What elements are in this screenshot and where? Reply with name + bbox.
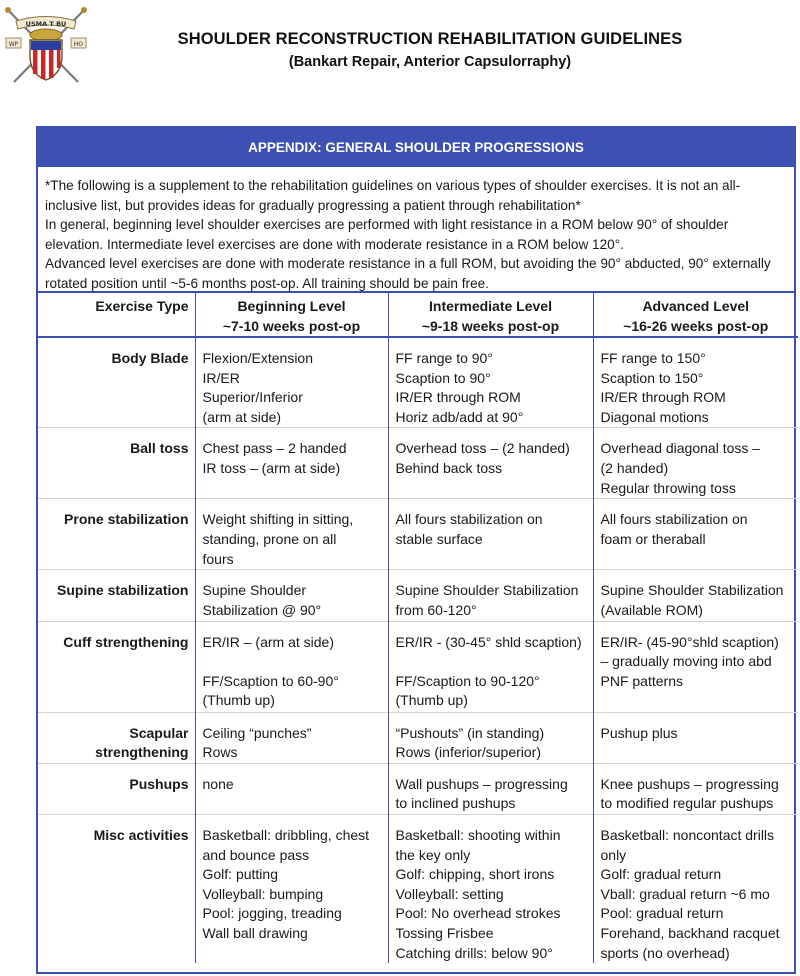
column-header-advanced — [593, 293, 798, 337]
appendix-heading: APPENDIX: GENERAL SHOULDER PROGRESSIONS — [38, 128, 794, 167]
table-row — [38, 337, 798, 428]
cell-intermediate: FF range to 90° Scaption to 90° IR/ER through ROM Horiz adb/add at 90° — [388, 337, 593, 428]
cell-beginning: none — [195, 763, 388, 814]
intro-paragraph: In general, beginning level shoulder exercises are performed with light resistance in a ROM below 90° of shoulder elevation. Intermediate level exercises are done with moderate resistance in a ROM below 120°. — [45, 217, 729, 252]
cell-advanced: Supine Shoulder Stabilization (Available ROM) — [593, 570, 798, 621]
cell-advanced: Pushup plus — [593, 712, 798, 763]
cell-advanced: Overhead diagonal toss – (2 handed) Regular throwing toss — [593, 428, 798, 499]
cell-beginning: Supine Shoulder Stabilization @ 90° — [195, 570, 388, 621]
table-row — [38, 763, 798, 814]
cell-advanced: ER/IR- (45-90°shld scaption) – gradually moving into abd PNF patterns — [593, 621, 798, 712]
cell-advanced: Basketball: noncontact drills only Golf: gradual return Vball: gradual return ~6 mo Pool: gradual return Forehand, backhand racquet sports (no overhead) — [593, 814, 798, 963]
cell-advanced: FF range to 150° Scaption to 150° IR/ER through ROM Diagonal motions — [593, 337, 798, 428]
column-title: Advanced Level — [642, 298, 750, 314]
military-crest-icon — [0, 4, 92, 86]
cell-intermediate: Wall pushups – progressing to inclined pushups — [388, 763, 593, 814]
cell-intermediate: Overhead toss – (2 handed) Behind back toss — [388, 428, 593, 499]
appendix-intro — [38, 167, 794, 293]
column-title: Intermediate Level — [429, 298, 552, 314]
cell-intermediate: Basketball: shooting within the key only Golf: chipping, short irons Volleyball: setting Pool: No overhead strokes Tossing Frisbee Catching drills: below 90° — [388, 814, 593, 963]
cell-beginning: Ceiling “punches” Rows — [195, 712, 388, 763]
column-title: Beginning Level — [237, 298, 346, 314]
intro-paragraph: Advanced level exercises are done with moderate resistance in a full ROM, but avoiding the 90° abducted, 90° externally rotated position until ~5-6 months post-op. All training should be pain free. — [45, 256, 771, 291]
svg-text:WP: WP — [8, 41, 19, 48]
svg-text:HO: HO — [73, 41, 84, 48]
row-label: Misc activities — [93, 826, 189, 843]
row-label: Cuff strengthening — [63, 633, 189, 650]
cell-beginning: Weight shifting in sitting, standing, prone on all fours — [195, 499, 388, 570]
table-header-row — [38, 293, 798, 337]
column-header-intermediate — [388, 293, 593, 337]
cell-intermediate: “Pushouts” (in standing) Rows (inferior/superior) — [388, 712, 593, 763]
column-timing: ~9-18 weeks post-op — [421, 317, 560, 334]
intro-paragraph: *The following is a supplement to the rehabilitation guidelines on various types of shoulder exercises. It is not an all-inclusive list, but provides ideas for gradually progressing a patient through rehabilitation* — [45, 178, 741, 213]
cell-advanced: All fours stabilization on foam or theraball — [593, 499, 798, 570]
row-label: Ball toss — [130, 440, 189, 457]
row-label: Scapular strengthening — [95, 724, 189, 761]
table-row — [38, 621, 798, 712]
cell-beginning: Basketball: dribbling, chest and bounce pass Golf: putting Volleyball: bumping Pool: jogging, treading Wall ball drawing — [195, 814, 388, 963]
cell-beginning: Flexion/Extension IR/ER Superior/Inferior (arm at side) — [195, 337, 388, 428]
cell-beginning: ER/IR – (arm at side) FF/Scaption to 60-90° (Thumb up) — [195, 621, 388, 712]
row-label: Supine stabilization — [57, 582, 189, 599]
page-title: SHOULDER RECONSTRUCTION REHABILITATION GUIDELINES — [177, 30, 683, 48]
column-timing: ~7-10 weeks post-op — [222, 317, 361, 334]
appendix-panel — [36, 126, 796, 974]
row-label: Pushups — [129, 775, 189, 792]
cell-intermediate: All fours stabilization on stable surface — [388, 499, 593, 570]
row-label: Prone stabilization — [64, 511, 189, 528]
cell-beginning: Chest pass – 2 handed IR toss – (arm at side) — [195, 428, 388, 499]
cell-intermediate: Supine Shoulder Stabilization from 60-120° — [388, 570, 593, 621]
column-timing: ~16-26 weeks post-op — [623, 317, 769, 334]
table-row — [38, 499, 798, 570]
row-label: Body Blade — [111, 350, 189, 366]
table-row — [38, 712, 798, 763]
cell-intermediate: ER/IR - (30-45° shld scaption) FF/Scaption to 90-120° (Thumb up) — [388, 621, 593, 712]
progression-table — [38, 293, 798, 963]
column-header-beginning — [195, 293, 388, 337]
table-row — [38, 570, 798, 621]
column-header-exercise-type: Exercise Type — [95, 298, 189, 314]
page-subtitle: (Bankart Repair, Anterior Capsulorraphy) — [288, 54, 572, 70]
cell-advanced: Knee pushups – progressing to modified regular pushups — [593, 763, 798, 814]
svg-text:USMA T BU: USMA T BU — [25, 20, 67, 28]
table-row — [38, 814, 798, 963]
table-row — [38, 428, 798, 499]
